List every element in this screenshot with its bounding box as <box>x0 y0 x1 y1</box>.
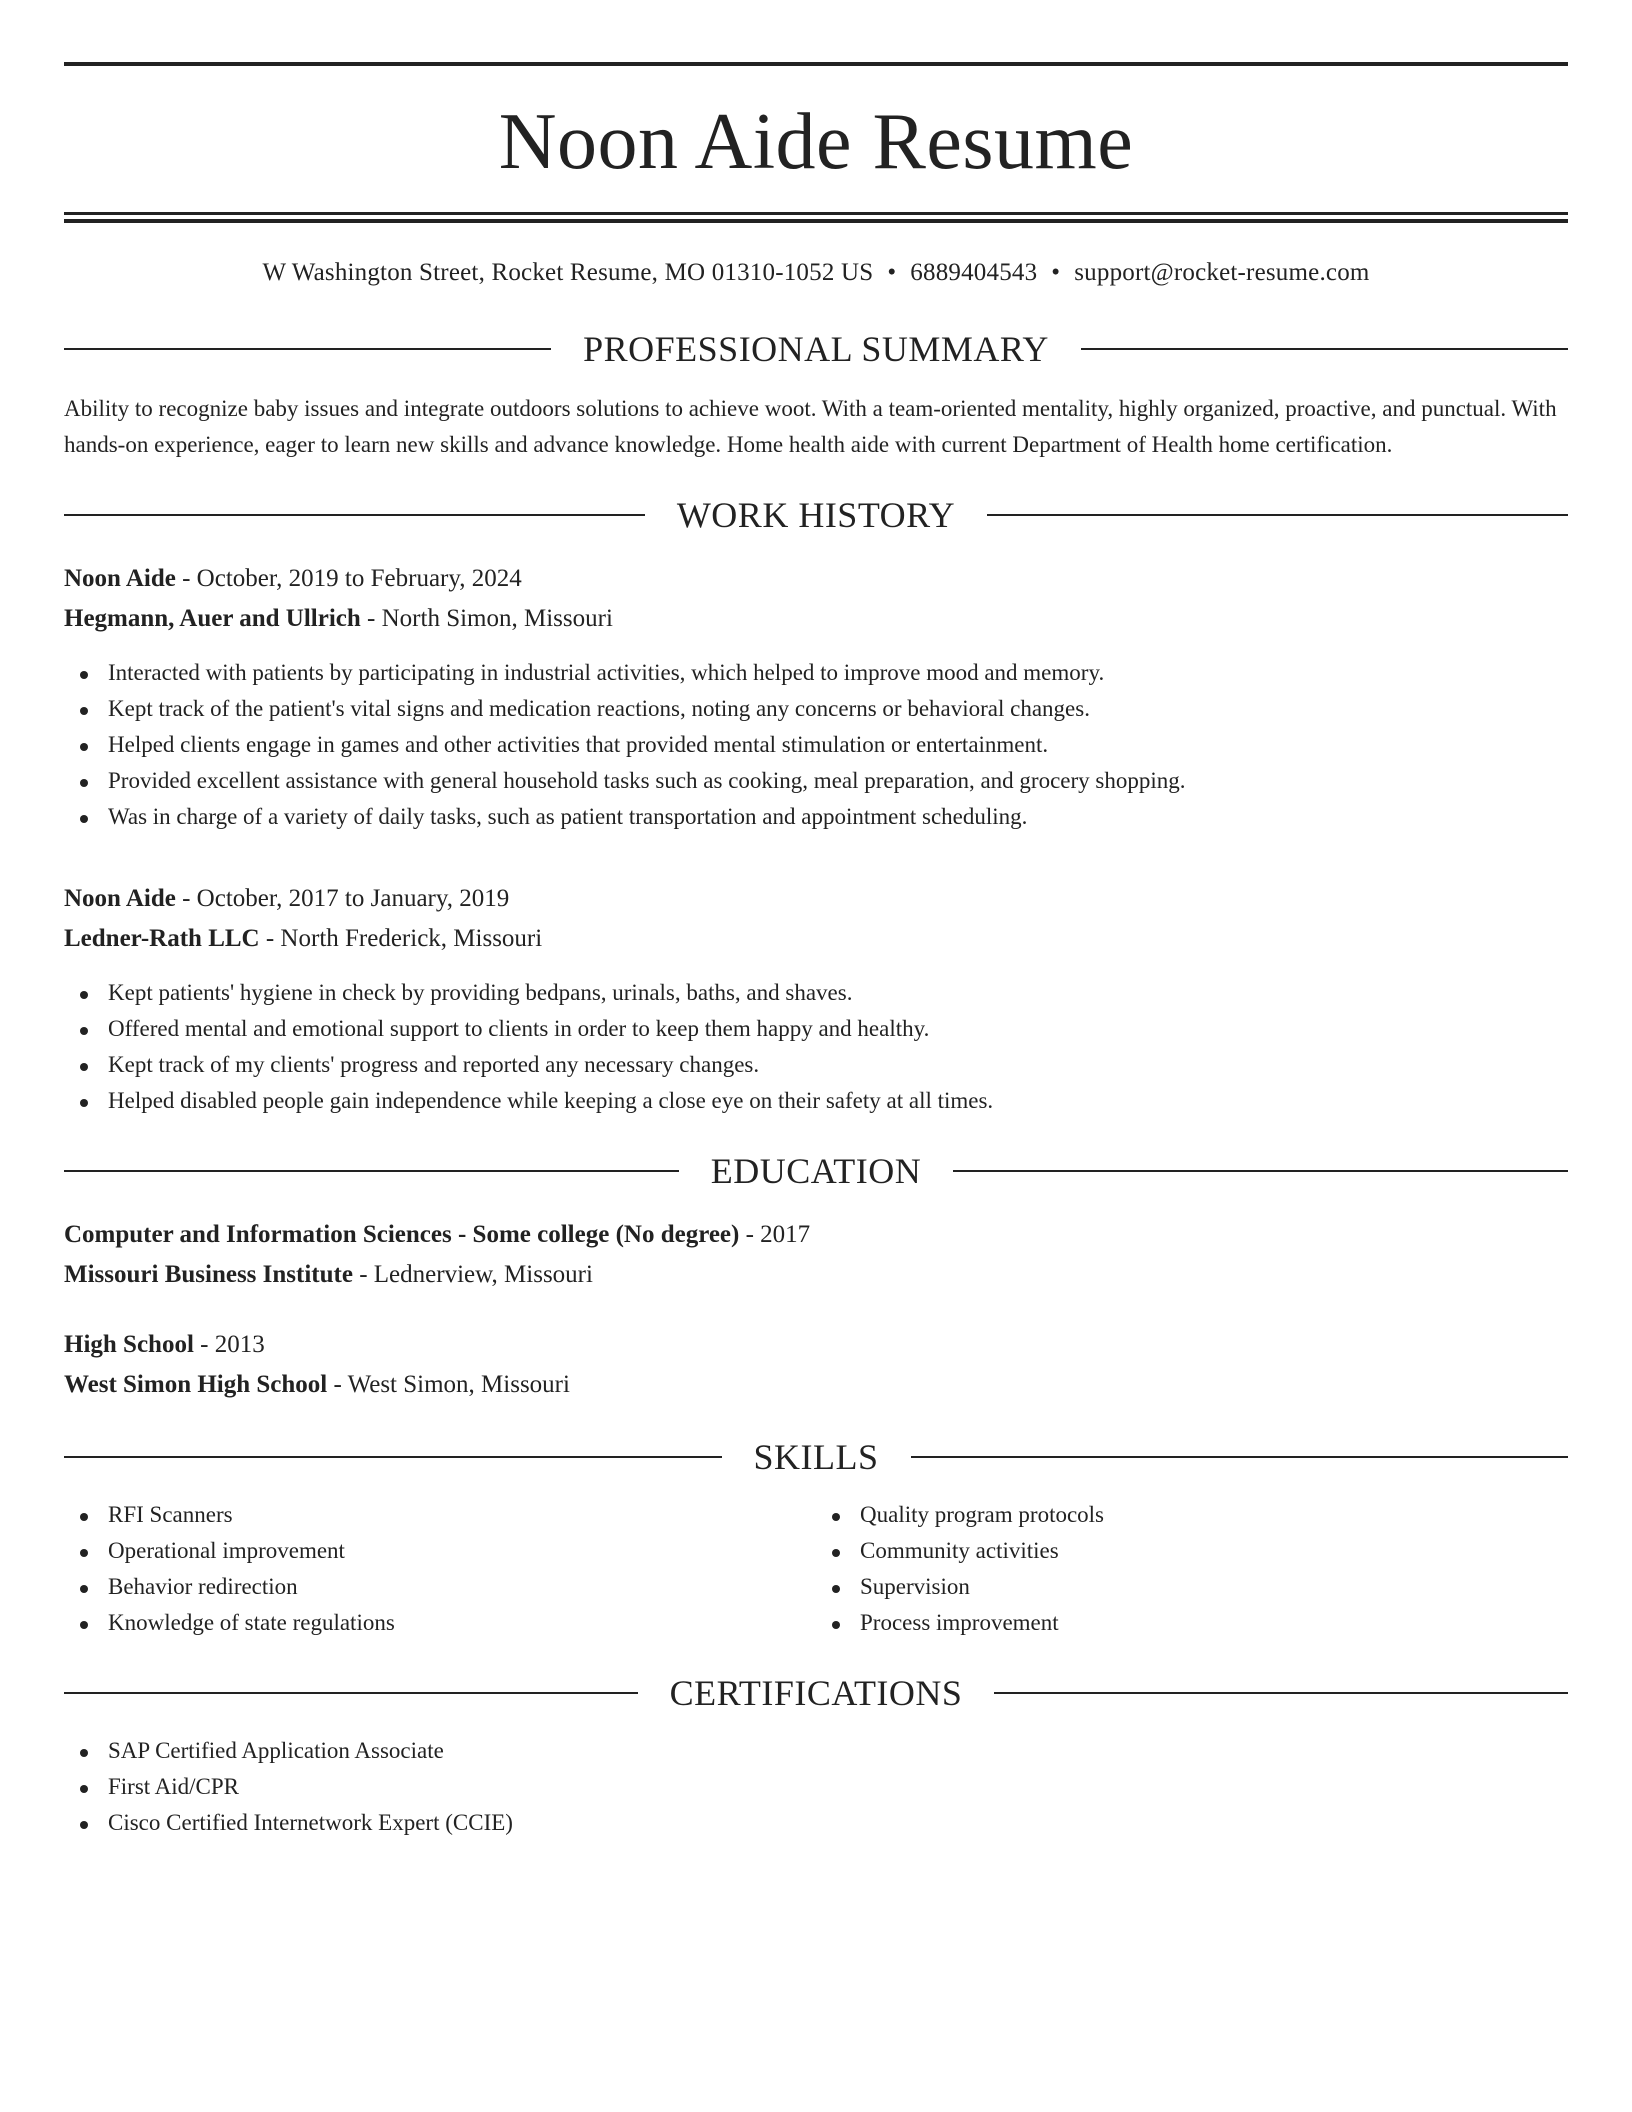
job-dates: - October, 2019 to February, 2024 <box>175 565 522 592</box>
list-item: RFI Scanners <box>64 1497 816 1533</box>
job-location: - North Frederick, Missouri <box>259 925 543 952</box>
section-title-skills: SKILLS <box>753 1437 879 1477</box>
list-item: Interacted with patients by participating in industrial activities, which helped to improve mood and memory. <box>64 655 1568 691</box>
edu-location: - West Simon, Missouri <box>327 1371 570 1398</box>
edu-school: West Simon High School <box>64 1371 328 1398</box>
edu-degree-line <box>64 1325 1568 1365</box>
section-rule-left <box>64 514 645 516</box>
list-item: Process improvement <box>816 1605 1568 1641</box>
section-title-summary: PROFESSIONAL SUMMARY <box>583 329 1049 369</box>
edu-degree-line <box>64 1215 1568 1255</box>
section-header-work <box>64 497 1568 533</box>
list-item: Kept patients' hygiene in check by providing bedpans, urinals, baths, and shaves. <box>64 975 1568 1011</box>
list-item: Kept track of my clients' progress and reported any necessary changes. <box>64 1047 1568 1083</box>
section-header-education <box>64 1153 1568 1189</box>
section-rule-right <box>953 1170 1568 1172</box>
job-role: Noon Aide <box>64 885 176 912</box>
section-header-summary <box>64 331 1568 367</box>
edu-location: - Lednerview, Missouri <box>352 1261 593 1288</box>
list-item: Offered mental and emotional support to clients in order to keep them happy and healthy. <box>64 1011 1568 1047</box>
section-title-certifications: CERTIFICATIONS <box>669 1673 963 1713</box>
edu-school-line <box>64 1255 1568 1295</box>
list-item: Cisco Certified Internetwork Expert (CCIE) <box>64 1805 1568 1841</box>
edu-degree: High School <box>64 1331 194 1358</box>
edu-school: Missouri Business Institute <box>64 1261 353 1288</box>
top-rule <box>64 62 1568 66</box>
list-item: Knowledge of state regulations <box>64 1605 816 1641</box>
list-item: Kept track of the patient's vital signs and medication reactions, noting any concerns or behavioral changes. <box>64 691 1568 727</box>
job-company: Hegmann, Auer and Ullrich <box>64 605 361 632</box>
section-rule-right <box>911 1456 1569 1458</box>
certifications-list <box>64 1733 1568 1841</box>
list-item: Helped disabled people gain independence while keeping a close eye on their safety at all times. <box>64 1083 1568 1119</box>
contact-line <box>64 259 1568 287</box>
skills-column-left <box>64 1497 816 1641</box>
summary-text: Ability to recognize baby issues and integrate outdoors solutions to achieve woot. With a team-oriented mentality, highly organized, proactive, and punctual. With hands-on experience, eager to learn new skills and advance knowledge. Home health aide with current Department of Health home certification. <box>64 396 1557 457</box>
list-item: Operational improvement <box>64 1533 816 1569</box>
edu-degree: Computer and Information Sciences - Some college (No degree) <box>64 1221 740 1248</box>
contact-address: W Washington Street, Rocket Resume, MO 01310-1052 US <box>262 259 874 286</box>
list-item: Behavior redirection <box>64 1569 816 1605</box>
job-location: - North Simon, Missouri <box>360 605 613 632</box>
list-item: First Aid/CPR <box>64 1769 1568 1805</box>
edu-year: - 2017 <box>739 1221 811 1248</box>
education-entry <box>64 1325 1568 1405</box>
list-item: Supervision <box>816 1569 1568 1605</box>
section-rule-left <box>64 1692 638 1694</box>
section-rule-left <box>64 1170 679 1172</box>
double-rule <box>64 212 1568 223</box>
edu-year: - 2013 <box>193 1331 265 1358</box>
section-title-education: EDUCATION <box>710 1151 922 1191</box>
list-item: Was in charge of a variety of daily tasks, such as patient transportation and appointment scheduling. <box>64 799 1568 835</box>
list-item: Quality program protocols <box>816 1497 1568 1533</box>
education-entry <box>64 1215 1568 1295</box>
skills-grid <box>64 1497 1568 1641</box>
contact-email: support@rocket-resume.com <box>1074 259 1370 286</box>
section-rule-left <box>64 1456 722 1458</box>
list-item: SAP Certified Application Associate <box>64 1733 1568 1769</box>
job-company-line <box>64 919 1568 959</box>
job-bullets <box>64 975 1568 1119</box>
job-role-line <box>64 559 1568 599</box>
section-rule-right <box>1081 348 1568 350</box>
section-header-certifications <box>64 1675 1568 1711</box>
contact-separator: • <box>887 259 897 286</box>
contact-separator: • <box>1051 259 1061 286</box>
skills-column-right <box>816 1497 1568 1641</box>
job-role: Noon Aide <box>64 565 176 592</box>
list-item: Helped clients engage in games and other activities that provided mental stimulation or entertainment. <box>64 727 1568 763</box>
job-company: Ledner-Rath LLC <box>64 925 260 952</box>
section-title-work: WORK HISTORY <box>676 495 956 535</box>
section-rule-right <box>987 514 1568 516</box>
section-header-skills <box>64 1439 1568 1475</box>
job-company-line <box>64 599 1568 639</box>
section-rule-right <box>994 1692 1568 1694</box>
job-bullets <box>64 655 1568 835</box>
list-item: Community activities <box>816 1533 1568 1569</box>
edu-school-line <box>64 1365 1568 1405</box>
contact-phone: 6889404543 <box>910 259 1038 286</box>
resume-title: Noon Aide Resume <box>498 98 1134 186</box>
job-dates: - October, 2017 to January, 2019 <box>175 885 510 912</box>
job-entry <box>64 879 1568 1119</box>
job-role-line <box>64 879 1568 919</box>
section-rule-left <box>64 348 551 350</box>
list-item: Provided excellent assistance with general household tasks such as cooking, meal preparation, and grocery shopping. <box>64 763 1568 799</box>
job-entry <box>64 559 1568 835</box>
